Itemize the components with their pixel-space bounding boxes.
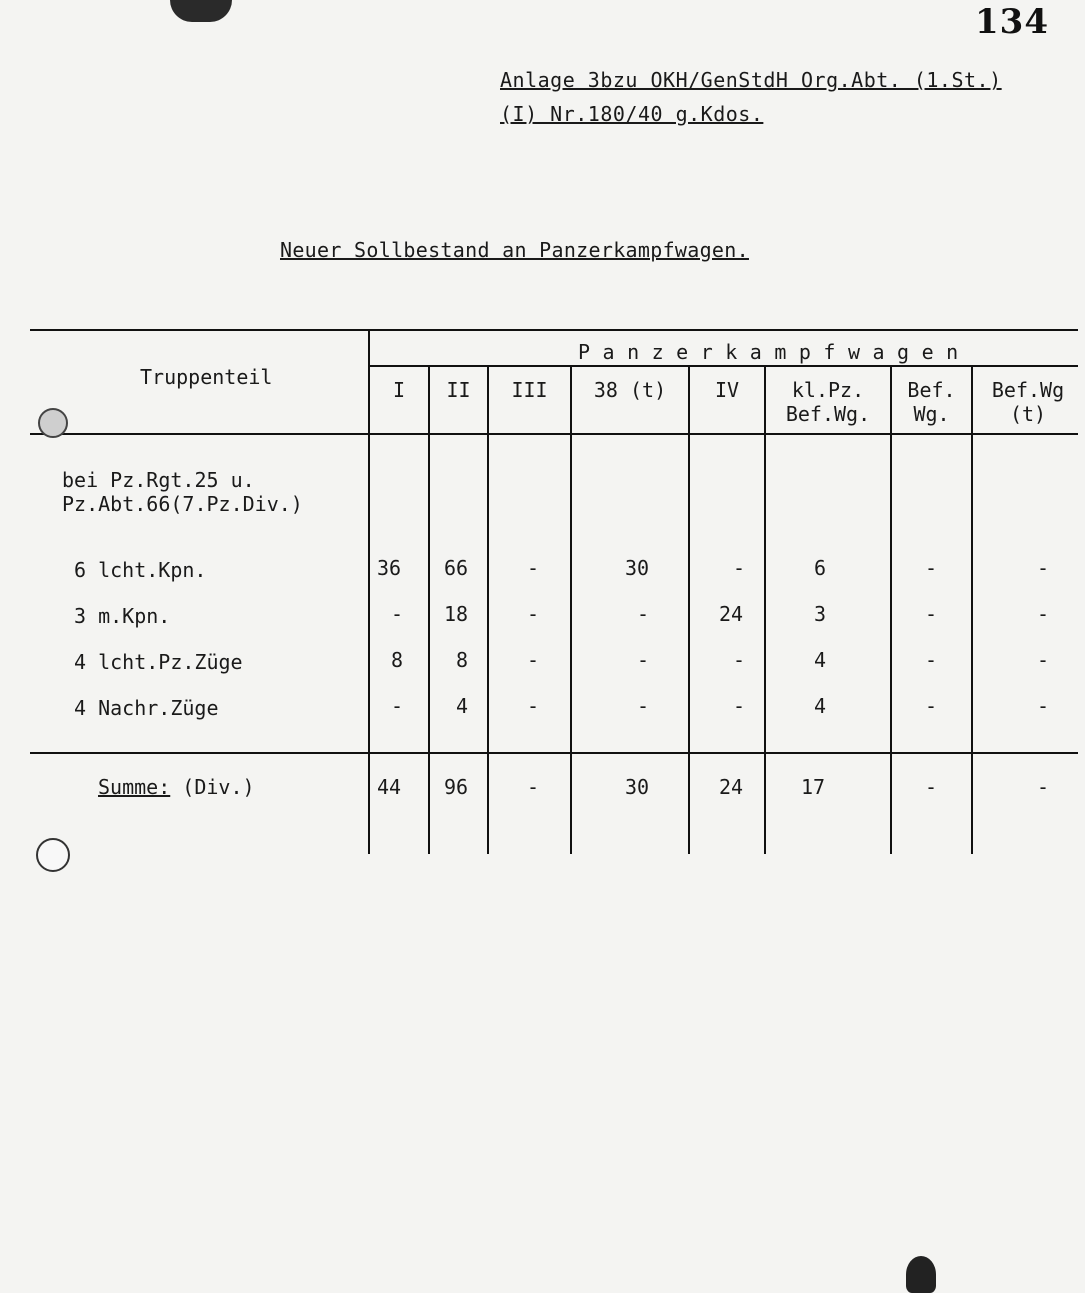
col-divider [688, 366, 690, 854]
total-value: 96 [443, 775, 469, 799]
cell-value: 4 [813, 694, 827, 718]
cell-value: - [390, 694, 404, 718]
punch-hole [36, 838, 70, 872]
row-label: 4 Nachr.Züge [74, 696, 219, 720]
col-divider [570, 366, 572, 854]
total-value: 24 [718, 775, 744, 799]
cell-value: - [924, 694, 938, 718]
cell-value: 30 [624, 556, 650, 580]
reference-line-2: (I) Nr.180/40 g.Kdos. [500, 102, 764, 126]
total-label [98, 775, 255, 799]
cell-value: - [636, 648, 650, 672]
column-header: I [392, 378, 406, 402]
row-label: 4 lcht.Pz.Züge [74, 650, 243, 674]
table-top-rule [30, 329, 1078, 331]
cell-value: 6 [813, 556, 827, 580]
row-label: 3 m.Kpn. [74, 604, 171, 628]
punch-hole [38, 408, 68, 438]
cell-value: - [732, 648, 746, 672]
column-header: 38 (t) [593, 378, 667, 402]
cell-value: - [732, 694, 746, 718]
cell-value: - [924, 556, 938, 580]
unit-label: bei Pz.Rgt.25 u. Pz.Abt.66(7.Pz.Div.) [62, 468, 303, 516]
column-header-multiline: Bef. Wg. [907, 378, 956, 426]
cell-value: 8 [455, 648, 469, 672]
total-label-suffix: (Div.) [182, 775, 255, 799]
total-value: 17 [800, 775, 826, 799]
cell-value: 66 [443, 556, 469, 580]
cell-value: - [390, 602, 404, 626]
column-header: IV [714, 378, 740, 402]
cell-value: 4 [813, 648, 827, 672]
header-bottom-rule [30, 433, 1078, 435]
total-value: - [924, 775, 938, 799]
cell-value: - [924, 648, 938, 672]
reference-line-1: Anlage 3bzu OKH/GenStdH Org.Abt. (1.St.) [500, 68, 1002, 92]
cell-value: - [526, 556, 540, 580]
page-number: 134 [975, 2, 1049, 42]
cell-value: - [732, 556, 746, 580]
column-header: II [446, 378, 471, 402]
cell-value: 4 [455, 694, 469, 718]
cell-value: - [924, 602, 938, 626]
total-rule [30, 752, 1078, 754]
row-header-truppenteil: Truppenteil [140, 365, 273, 389]
total-value: 44 [376, 775, 402, 799]
total-value: - [1036, 775, 1050, 799]
scan-blot [170, 0, 232, 22]
col-divider [428, 366, 430, 854]
col-divider [890, 366, 892, 854]
cell-value: 24 [718, 602, 744, 626]
scan-blot [906, 1256, 936, 1293]
cell-value: - [1036, 556, 1050, 580]
col-divider [764, 366, 766, 854]
col-divider [487, 366, 489, 854]
cell-value: 8 [390, 648, 404, 672]
cell-value: - [636, 602, 650, 626]
column-header-multiline: Bef.Wg (t) [991, 378, 1065, 426]
cell-value: - [1036, 694, 1050, 718]
column-header-multiline: kl.Pz. Bef.Wg. [785, 378, 871, 426]
cell-value: - [526, 648, 540, 672]
total-value: 30 [624, 775, 650, 799]
cell-value: - [636, 694, 650, 718]
cell-value: - [526, 694, 540, 718]
column-header: III [511, 378, 548, 402]
cell-value: 18 [443, 602, 469, 626]
cell-value: - [1036, 648, 1050, 672]
group-header-panzerkampfwagen: Panzerkampfwagen [578, 340, 971, 364]
col-divider [971, 366, 973, 854]
cell-value: 3 [813, 602, 827, 626]
total-value: - [526, 775, 540, 799]
cell-value: - [1036, 602, 1050, 626]
document-title: Neuer Sollbestand an Panzerkampfwagen. [280, 238, 749, 262]
cell-value: 36 [376, 556, 402, 580]
row-label: 6 lcht.Kpn. [74, 558, 207, 582]
cell-value: - [526, 602, 540, 626]
total-label-main: Summe: [98, 775, 171, 799]
